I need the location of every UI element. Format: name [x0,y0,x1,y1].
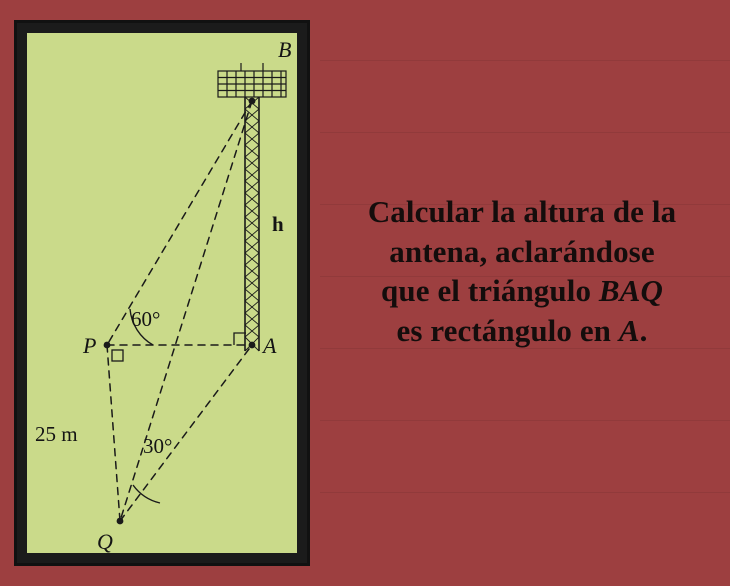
right-angle-marks [112,333,246,361]
statement-line-4-period: . [639,313,648,349]
statement-line-1: Calcular la altura de la [367,194,677,229]
statement-line-3-math: BAQ [598,273,663,309]
statement-line-2: antena, aclarándose [389,233,655,269]
antenna-dish-icon [218,63,286,97]
statement-line-4-text: es rectángulo en [396,313,619,349]
background-rule [320,60,730,61]
label-B: B [278,37,292,62]
tower-lattice [245,97,259,351]
point-B [249,98,256,105]
vertex-points [104,98,256,525]
point-A [249,342,256,349]
label-Q: Q [97,529,113,554]
statement-line-3-text: que el triángulo [381,273,599,309]
label-h: h [272,212,284,236]
problem-statement [322,192,722,351]
statement-line-4 [322,311,722,351]
label-P: P [83,333,97,358]
label-A: A [263,333,277,358]
label-distance-25m: 25 m [35,422,78,446]
statement-line-3 [322,271,722,311]
statement-line-4-math: A [618,313,640,349]
background-rule [320,492,730,493]
point-Q [117,518,124,525]
label-angle-30: 30° [143,434,173,458]
label-angle-60: 60° [131,307,161,331]
sight-lines [107,101,252,521]
antenna-diagram-svg [27,33,297,553]
background-rule [320,132,730,133]
background-rule [320,420,730,421]
figure-canvas [27,33,297,553]
figure-panel [14,20,310,566]
point-P [104,342,111,349]
